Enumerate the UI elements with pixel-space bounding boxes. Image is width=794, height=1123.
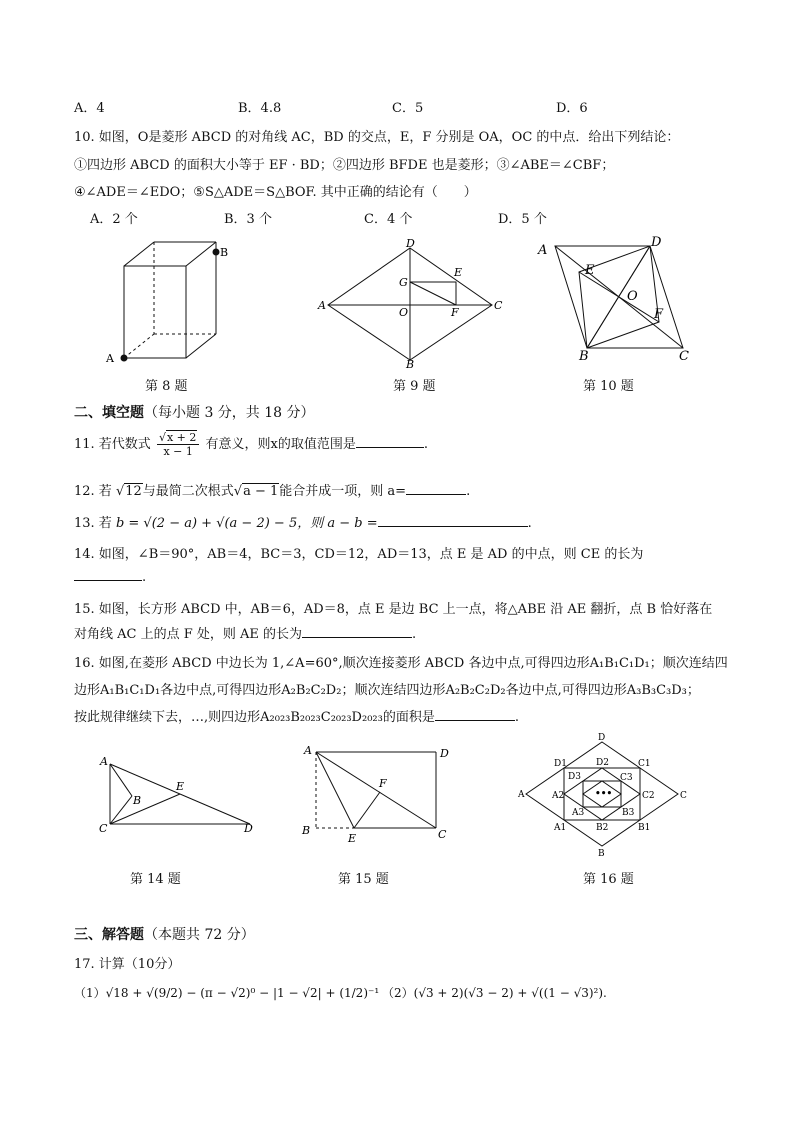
q11: 11. 若代数式 $\frac{√x + 2}{x - 1}$ 有意义，则x的取值范围是 . bbox=[74, 431, 429, 458]
fig16-label-a1: A1 bbox=[554, 823, 567, 833]
q12-radical-1: 12 bbox=[125, 484, 142, 499]
q12-answer-blank[interactable] bbox=[406, 480, 466, 495]
q12-mid: 与最简二次根式 bbox=[142, 484, 234, 499]
q10-conclusions-1: ①四边形 ABCD 的面积大小等于 EF · BD；②四边形 BFDE 也是菱形；③∠ABE＝∠CBF； bbox=[74, 158, 615, 173]
figure-14 bbox=[96, 752, 266, 837]
q17-heading: 17. 计算（10分） bbox=[74, 957, 181, 972]
fig15-label-a: A bbox=[304, 744, 312, 757]
fig16-label-d1: D1 bbox=[554, 759, 567, 769]
fig9-label-a: A bbox=[318, 299, 326, 312]
fig9-label-f: F bbox=[451, 306, 459, 319]
fig9-label-g: G bbox=[399, 276, 408, 289]
q13-answer-blank[interactable] bbox=[378, 512, 528, 527]
q12: 12. 若 √12与最简二次根式√a − 1能合并成一项，则 a= . bbox=[74, 480, 470, 499]
q17-part-1: （1）√18 + √(9/2) − (π − √2)⁰ − |1 − √2| + (1/2)⁻¹ bbox=[74, 986, 380, 1000]
fig16-label-d: D bbox=[598, 733, 606, 743]
section-2-title: 二、填空题 bbox=[74, 405, 144, 421]
section-2-note: （每小题 3 分，共 18 分） bbox=[144, 405, 315, 421]
q12-radical-2: a − 1 bbox=[243, 484, 279, 499]
fig14-label-d: D bbox=[244, 822, 253, 835]
fig16-label-a: A bbox=[518, 790, 525, 800]
fig16-label-a2: A2 bbox=[552, 791, 565, 801]
q13-expression: b = √(2 − a) + √(a − 2) − 5，则 a − b = bbox=[115, 516, 378, 531]
q11-denominator: x − 1 bbox=[163, 445, 193, 458]
fig15-label-b: B bbox=[302, 824, 311, 837]
q15-text-2: 对角线 AC 上的点 F 处，则 AE 的长为 bbox=[74, 627, 303, 642]
fig16-label-c2: C2 bbox=[642, 791, 655, 801]
q9-option-c: C．5 bbox=[392, 101, 424, 116]
q10-option-b: B．3 个 bbox=[224, 212, 272, 227]
fig14-label-a: A bbox=[100, 755, 108, 768]
q13-pre: 13. 若 bbox=[74, 516, 112, 531]
fig16-label-b1: B1 bbox=[638, 823, 651, 833]
q16-text-3: 按此规律继续下去，…,则四边形A₂₀₂₃B₂₀₂₃C₂₀₂₃D₂₀₂₃的面积是 bbox=[74, 710, 435, 725]
fig16-label-c3: C3 bbox=[620, 773, 633, 783]
figure-10-caption: 第 10 题 bbox=[583, 379, 634, 394]
figure-8-prism bbox=[100, 238, 240, 368]
fig16-label-c: C bbox=[680, 791, 687, 801]
q10-conclusions-2: ④∠ADE＝∠EDO；⑤S△ADE＝S△BOF. 其中正确的结论有（ ） bbox=[74, 185, 477, 200]
fig16-label-b: B bbox=[598, 849, 605, 859]
section-3-note: （本题共 72 分） bbox=[144, 927, 255, 943]
fig10-label-f: F bbox=[654, 307, 664, 322]
fig15-label-e: E bbox=[348, 832, 357, 845]
q15-text-2-wrap: 对角线 AC 上的点 F 处，则 AE 的长为 . bbox=[74, 623, 416, 642]
q14-text: 14. 如图，∠B＝90°，AB＝4，BC＝3，CD＝12，AD＝13，点 E 是 AD 的中点，则 CE 的长为 bbox=[74, 547, 644, 562]
fig16-label-b2: B2 bbox=[596, 823, 609, 833]
fig10-label-a: A bbox=[538, 243, 548, 258]
q10-option-c: C．4 个 bbox=[364, 212, 413, 227]
q11-fraction bbox=[157, 431, 199, 458]
fig16-label-d3: D3 bbox=[568, 772, 581, 782]
figure-15 bbox=[296, 742, 456, 847]
section-3-heading bbox=[74, 924, 255, 944]
q9-option-d: D．6 bbox=[556, 101, 588, 116]
q16-text-3-wrap: 按此规律继续下去，…,则四边形A₂₀₂₃B₂₀₂₃C₂₀₂₃D₂₀₂₃的面积是 . bbox=[74, 706, 519, 725]
figure-16-caption: 第 16 题 bbox=[583, 872, 634, 887]
q12-post: 能合并成一项，则 a= bbox=[279, 484, 407, 499]
figure-14-caption: 第 14 题 bbox=[130, 872, 181, 887]
q15-answer-blank[interactable] bbox=[302, 623, 412, 638]
fig8-label-b: B bbox=[220, 246, 229, 259]
figure-16 bbox=[516, 732, 696, 857]
fig10-label-d: D bbox=[651, 235, 662, 250]
q14-answer-blank[interactable] bbox=[74, 566, 142, 581]
fig15-label-d: D bbox=[440, 747, 449, 760]
fig10-label-b: B bbox=[579, 349, 589, 364]
fig9-label-e: E bbox=[454, 266, 463, 279]
svg-text:•••: ••• bbox=[595, 789, 613, 799]
q10-option-d: D．5 个 bbox=[498, 212, 547, 227]
q9-option-a: A．4 bbox=[74, 101, 105, 116]
fig14-label-c: C bbox=[99, 822, 108, 835]
fig15-label-f: F bbox=[379, 777, 387, 790]
q15-text-1: 15. 如图，长方形 ABCD 中，AB＝6，AD＝8，点 E 是边 BC 上一点，将△ABE 沿 AE 翻折，点 B 恰好落在 bbox=[74, 602, 713, 617]
fig15-label-c: C bbox=[438, 828, 447, 841]
q11-answer-blank[interactable] bbox=[356, 433, 424, 448]
fig10-label-e: E bbox=[585, 263, 595, 278]
q17-part-2: （2）(√3 + 2)(√3 − 2) + √((1 − √3)²). bbox=[382, 986, 607, 1000]
q14-answer-line: . bbox=[74, 566, 146, 585]
q11-post: 有意义，则x的取值范围是 bbox=[205, 437, 356, 452]
q10-option-a: A．2 个 bbox=[90, 212, 138, 227]
fig9-label-c: C bbox=[494, 299, 503, 312]
q11-pre: 11. 若代数式 bbox=[74, 437, 151, 452]
fig16-label-c1: C1 bbox=[638, 759, 651, 769]
fig9-label-d: D bbox=[406, 237, 415, 250]
fig10-label-c: C bbox=[679, 349, 689, 364]
q16-text-2: 边形A₁B₁C₁D₁各边中点,可得四边形A₂B₂C₂D₂；顺次连结四边形A₂B₂C₂D₂各边中点,可得四边形A₃B₃C₃D₃； bbox=[74, 683, 700, 698]
q13: 13. 若 b = √(2 − a) + √(a − 2) − 5，则 a − b = . bbox=[74, 512, 532, 531]
figure-8-caption: 第 8 题 bbox=[145, 379, 188, 394]
q10-stem: 10. 如图，O是菱形 ABCD 的对角线 AC，BD 的交点，E，F 分别是 OA，OC 的中点．给出下列结论： bbox=[74, 130, 680, 145]
q11-numerator: √x + 2 bbox=[157, 431, 199, 445]
figure-15-caption: 第 15 题 bbox=[338, 872, 389, 887]
section-2-heading bbox=[74, 402, 315, 422]
q16-answer-blank[interactable] bbox=[435, 706, 515, 721]
figure-9-caption: 第 9 题 bbox=[393, 379, 436, 394]
q9-option-b: B．4.8 bbox=[238, 101, 282, 116]
fig14-label-e: E bbox=[176, 780, 185, 793]
fig10-label-o: O bbox=[627, 289, 638, 304]
fig14-label-b: B bbox=[133, 794, 142, 807]
q16-text-1: 16. 如图,在菱形 ABCD 中边长为 1,∠A=60°,顺次连接菱形 ABCD 各边中点,可得四边形A₁B₁C₁D₁；顺次连结四 bbox=[74, 656, 728, 671]
fig9-label-b: B bbox=[406, 358, 415, 371]
fig9-label-o: O bbox=[399, 306, 409, 319]
q12-pre: 12. 若 bbox=[74, 484, 112, 499]
figure-10-rhombus bbox=[535, 236, 705, 366]
fig16-label-b3: B3 bbox=[622, 808, 635, 818]
figure-9-rhombus bbox=[316, 237, 506, 371]
fig16-label-a3: A3 bbox=[572, 808, 585, 818]
fig8-label-a: A bbox=[106, 352, 114, 365]
section-3-title: 三、解答题 bbox=[74, 927, 144, 943]
fig16-label-d2: D2 bbox=[596, 758, 609, 768]
